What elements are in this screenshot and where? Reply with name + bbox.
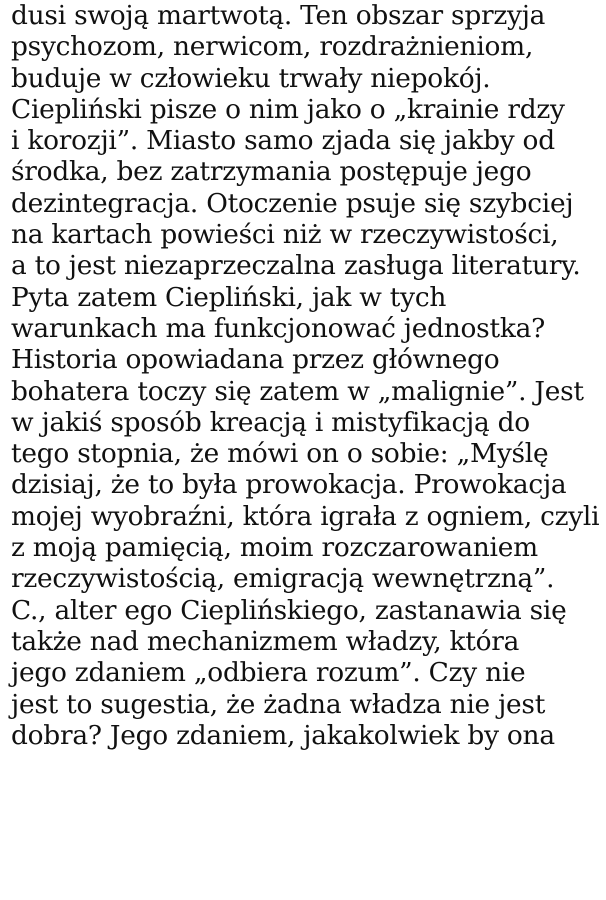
text-line: a to jest niezaprzeczalna zasługa literatury. [11,250,581,282]
text-line: Historia opowiadana przez głównego [11,344,500,376]
text-line: tego stopnia, że mówi on o sobie: „Myślę [11,438,549,470]
text-line: jest to sugestia, że żadna władza nie jest [11,688,546,720]
text-line: i korozji”. Miasto samo zjada się jakby od [11,125,555,157]
text-line: jego zdaniem „odbiera rozum”. Czy nie [11,657,526,689]
text-line: w jakiś sposób kreacją i mistyfikacją do [11,406,530,438]
text-line: dobra? Jego zdaniem, jakakolwiek by ona [11,719,555,751]
text-line: dusi swoją martwotą. Ten obszar sprzyja [11,0,546,31]
text-line: z moją pamięcią, moim rozczarowaniem [11,532,538,564]
text-line: rzeczywistością, emigracją wewnętrzną”. [11,563,555,595]
text-line: Ciepliński pisze o nim jako o „krainie rdzy [11,93,565,125]
text-line: na kartach powieści niż w rzeczywistości, [11,219,559,251]
text-line: dezintegracja. Otoczenie psuje się szybciej [11,187,574,219]
text-line: mojej wyobraźni, która igrała z ogniem, czyli [11,500,600,532]
text-line: psychozom, nerwicom, rozdrażnieniom, [11,31,534,63]
text-line: środka, bez zatrzymania postępuje jego [11,156,532,188]
text-line: buduje w człowieku trwały niepokój. [11,62,491,94]
text-line: warunkach ma funkcjonować jednostka? [11,312,545,344]
text-line: Pyta zatem Ciepliński, jak w tych [11,281,447,313]
text-line: dzisiaj, że to była prowokacja. Prowokacja [11,469,567,501]
text-line: bohatera toczy się zatem w „malignie”. Jest [11,375,584,407]
text-line: także nad mechanizmem władzy, która [11,625,520,657]
text-line: C., alter ego Cieplińskiego, zastanawia się [11,594,567,626]
article-text [11,0,601,751]
